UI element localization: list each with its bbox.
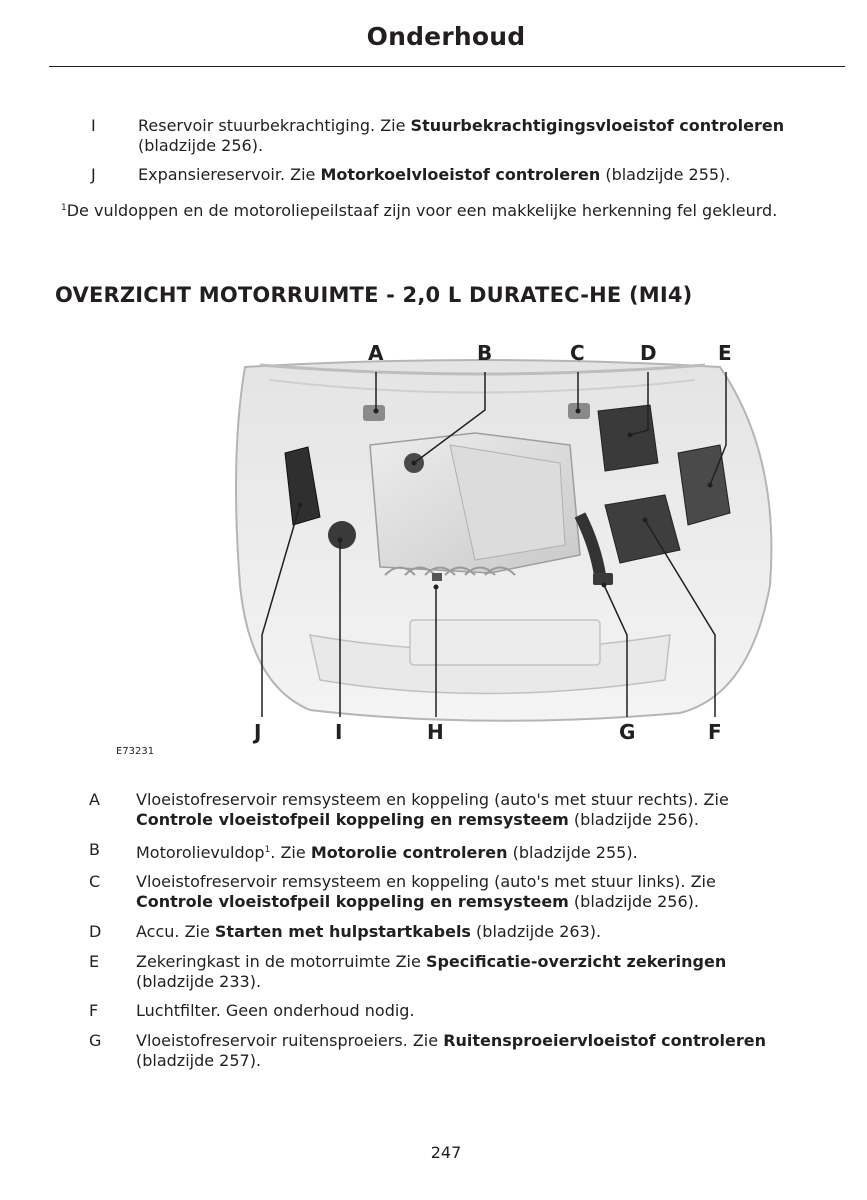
item-text-pre: Reservoir stuurbekrachtiging. Zie — [138, 116, 411, 135]
callout-e: E — [718, 341, 732, 365]
footnote — [61, 198, 777, 221]
legend-key: D — [89, 922, 102, 941]
legend-page-ref: (bladzijde 256). — [568, 892, 699, 911]
legend-text-pre: Vloeistofreservoir remsysteem en koppeling (auto's met stuur links). Zie — [136, 872, 716, 891]
legend-page-ref: (bladzijde 255). — [507, 843, 638, 862]
item-text — [138, 116, 784, 156]
page-header-title: Onderhoud — [366, 22, 526, 51]
legend-text — [136, 922, 601, 942]
legend-page-ref: (bladzijde 233). — [136, 972, 262, 991]
legend-page-ref: (bladzijde 263). — [470, 922, 602, 941]
legend-text — [136, 1031, 766, 1071]
page-number: 247 — [430, 1143, 462, 1162]
legend-text: Luchtfilter. Geen onderhoud nodig. — [136, 1001, 415, 1020]
engine-bay-illustration — [80, 335, 840, 755]
legend-text-pre: Accu. Zie — [136, 922, 215, 941]
legend-key: E — [89, 952, 100, 971]
footnote-ref: 1 — [264, 845, 271, 855]
item-key: J — [91, 165, 96, 184]
callout-g: G — [619, 720, 636, 744]
callout-f: F — [708, 720, 722, 744]
callout-i: I — [335, 720, 343, 744]
legend-reference-link[interactable]: Motorolie controleren — [310, 843, 508, 862]
item-text — [138, 165, 730, 185]
footnote-marker: 1 — [61, 203, 67, 213]
legend-key: F — [89, 1001, 99, 1020]
legend-text-pre: Vloeistofreservoir remsysteem en koppeling (auto's met stuur rechts). Zie — [136, 790, 729, 809]
item-reference-link[interactable]: Motorkoelvloeistof controleren — [320, 165, 601, 184]
item-page-ref: (bladzijde 255). — [600, 165, 731, 184]
legend-key: G — [89, 1031, 102, 1050]
item-page-ref: (bladzijde 256). — [138, 136, 264, 155]
legend-page-ref: (bladzijde 256). — [568, 810, 699, 829]
callout-d: D — [640, 341, 657, 365]
callout-a: A — [368, 341, 384, 365]
legend-text-pre: Vloeistofreservoir ruitensproeiers. Zie — [136, 1031, 444, 1050]
legend-reference-link[interactable]: Controle vloeistofpeil koppeling en remsysteem — [136, 892, 569, 911]
item-text-pre: Expansiereservoir. Zie — [138, 165, 321, 184]
legend-text — [136, 840, 638, 863]
legend-reference-link[interactable]: Controle vloeistofpeil koppeling en remsysteem — [136, 810, 569, 829]
item-key: I — [91, 116, 96, 135]
legend-text-pre: Zekeringkast in de motorruimte Zie — [136, 952, 426, 971]
callout-c: C — [570, 341, 585, 365]
footnote-text: De vuldoppen en de motoroliepeilstaaf zijn voor een makkelijke herkenning fel gekleurd. — [66, 201, 778, 220]
callout-h: H — [427, 720, 444, 744]
legend-reference-link[interactable]: Specificatie-overzicht zekeringen — [425, 952, 727, 971]
legend-text — [136, 790, 729, 830]
legend-key: B — [89, 840, 100, 859]
section-heading: OVERZICHT MOTORRUIMTE - 2,0 L DURATEC-HE (MI4) — [55, 283, 693, 307]
callout-b: B — [477, 341, 493, 365]
legend-reference-link[interactable]: Starten met hulpstartkabels — [214, 922, 471, 941]
item-reference-link[interactable]: Stuurbekrachtigingsvloeistof controleren — [410, 116, 785, 135]
coolant-expansion-tank — [328, 521, 356, 549]
legend-text-pre: Motorolievuldop — [136, 843, 265, 862]
legend-text — [136, 952, 726, 992]
callout-j: J — [254, 720, 262, 744]
brake-reservoir-rhd — [363, 405, 385, 421]
header-divider — [49, 66, 845, 67]
legend-key: A — [89, 790, 100, 809]
legend-text-mid: . Zie — [270, 843, 311, 862]
battery — [598, 405, 658, 471]
figure-code: E73231 — [116, 746, 155, 757]
legend-text — [136, 872, 716, 912]
engine-bay-figure — [80, 335, 840, 755]
legend-page-ref: (bladzijde 257). — [136, 1051, 262, 1070]
legend-reference-link[interactable]: Ruitensproeiervloeistof controleren — [443, 1031, 767, 1050]
legend-key: C — [89, 872, 101, 891]
